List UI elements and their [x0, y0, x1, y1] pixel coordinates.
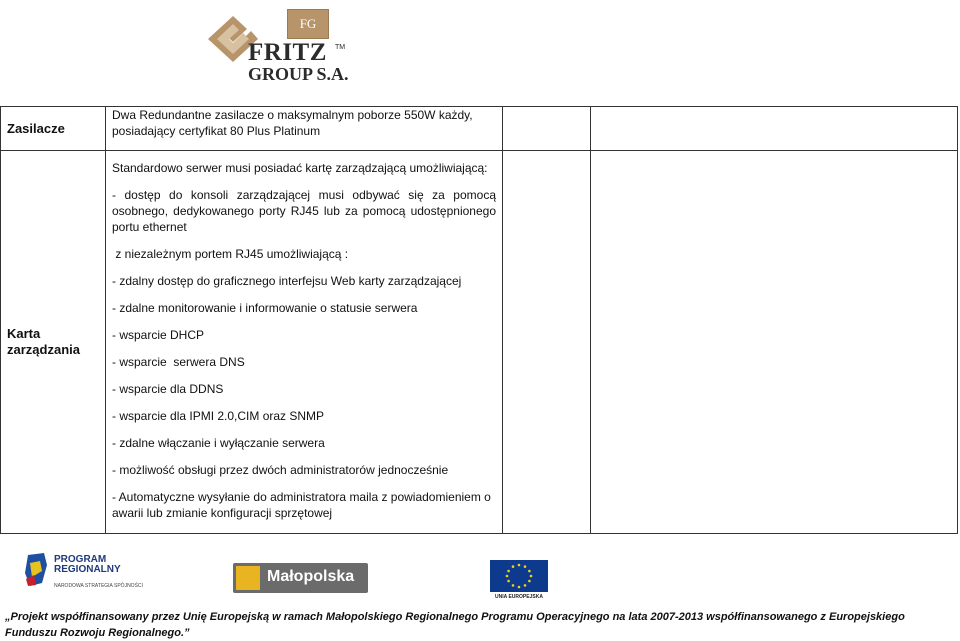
- funding-statement: „Projekt współfinansowany przez Unię Europejską w ramach Małopolskiego Regionalnego Programu Operacyjnego na lata 2007-2013 współfinansowanego z Europejskiego Funduszu Rozwoju Regionalnego.”: [5, 611, 905, 639]
- row-label: Zasilacze: [7, 120, 65, 136]
- eu-logo: [490, 560, 548, 600]
- list-item: - wsparcie DHCP: [112, 328, 205, 342]
- row-label: Karta zarządzania: [7, 326, 80, 357]
- list-item: - Automatyczne wysyłanie do administratora maila z powiadomieniem o awarii lub zmianie konfiguracji sprzętowej: [112, 490, 491, 520]
- list-item: - zdalne włączanie i wyłączanie serwera: [112, 436, 325, 450]
- empty-cell: [591, 107, 958, 151]
- list-item: - zdalne monitorowanie i informowanie o statusie serwera: [112, 301, 418, 315]
- paragraph-text: - dostęp do konsoli zarządzającej musi odbywać się za pomocą osobnego, dedykowanego porty RJ45 lub za pomocą udostępnionego portu ethernet: [112, 188, 496, 234]
- row-description: [106, 151, 503, 534]
- footer-logos: [0, 548, 960, 608]
- logo-fritz-text: FRITZ: [248, 39, 327, 66]
- empty-cell: [503, 151, 591, 534]
- program-logo-text: [54, 555, 121, 575]
- paragraph-text: z niezależnym portem RJ45 umożliwiającą :: [112, 247, 349, 261]
- list-item: - wsparcie dla IPMI 2.0,CIM oraz SNMP: [112, 409, 325, 423]
- logo-group-text: GROUP S.A.: [248, 64, 349, 84]
- malopolska-emblem-icon: [236, 566, 260, 590]
- empty-cell: [591, 151, 958, 534]
- program-regionalny-logo: [24, 553, 143, 591]
- row-label-cell: [1, 107, 106, 151]
- description-text: Dwa Redundantne zasilacze o maksymalnym poborze 550W każdy, posiadający certyfikat 80 Plus Platinum: [112, 108, 473, 138]
- list-item: - możliwość obsługi przez dwóch administratorów jednocześnie: [112, 463, 449, 477]
- program-line: PROGRAM: [54, 554, 107, 565]
- logo-fg-mark: FG: [287, 9, 329, 39]
- table-row: [1, 107, 958, 151]
- list-item: - zdalny dostęp do graficznego interfejsu Web karty zarządzającej: [112, 274, 462, 288]
- logo-tm: TM: [335, 44, 346, 51]
- intro-text: Standardowo serwer musi posiadać kartę zarządzającą umożliwiającą:: [112, 161, 488, 175]
- malopolska-logo-text: Małopolska: [267, 568, 355, 585]
- row-label-cell: [1, 151, 106, 534]
- list-item: - wsparcie dla DDNS: [112, 382, 224, 396]
- spec-table: [0, 106, 958, 534]
- fritz-group-logo: [203, 6, 363, 84]
- empty-cell: [503, 107, 591, 151]
- program-line: REGIONALNY: [54, 564, 121, 575]
- table-row: [1, 151, 958, 534]
- malopolska-logo: [233, 563, 368, 593]
- eu-flag-icon: [490, 560, 548, 592]
- eu-logo-text: UNIA EUROPEJSKA: [495, 594, 543, 600]
- program-logo-subtext: NARODOWA STRATEGIA SPÓJNOŚCI: [54, 583, 143, 589]
- poland-map-icon: [24, 553, 48, 587]
- list-item: - wsparcie serwera DNS: [112, 355, 245, 369]
- row-description: [106, 107, 503, 151]
